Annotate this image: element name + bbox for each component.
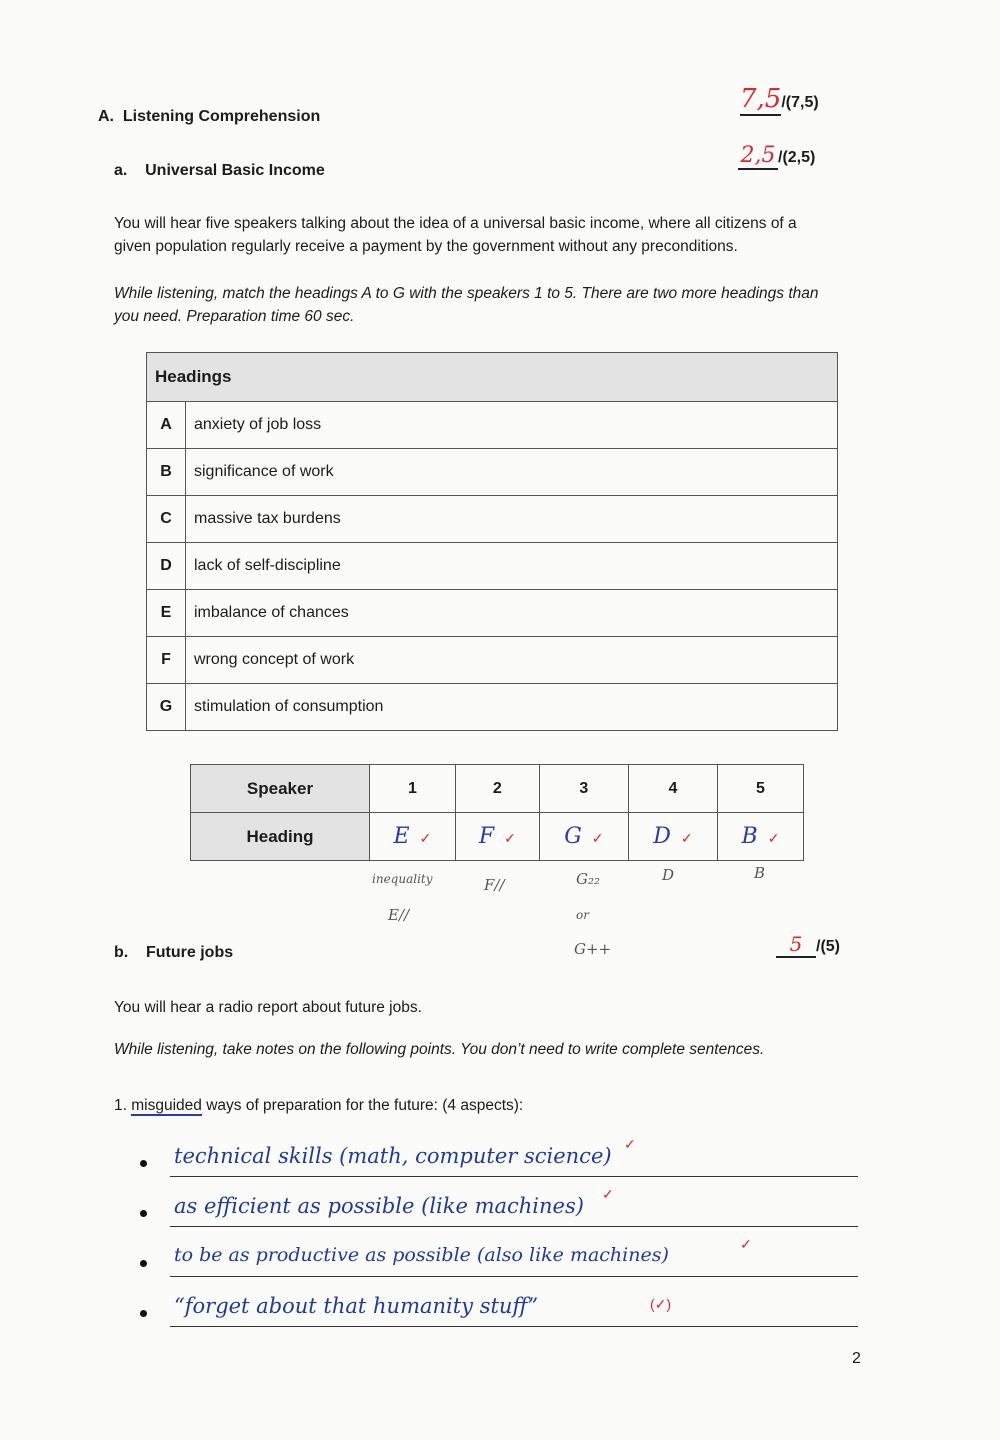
- check-mark-icon: ✓: [591, 830, 604, 846]
- section-a-score-max: /(7,5): [781, 94, 819, 111]
- part-a-score: [738, 143, 815, 170]
- pencil-note: D: [662, 866, 675, 884]
- table-row: [147, 496, 838, 543]
- heading-letter: E: [147, 590, 186, 637]
- section-a-score: [740, 84, 819, 116]
- heading-text: significance of work: [186, 449, 838, 496]
- speaker-number: 3: [539, 765, 628, 813]
- handwritten-answer: as efficient as possible (like machines): [174, 1194, 584, 1218]
- table-row: [147, 402, 838, 449]
- answer-line: [170, 1276, 858, 1277]
- question-text: ways of preparation for the future: (4 aspects):: [201, 1097, 524, 1114]
- table-row: [147, 684, 838, 731]
- list-item[interactable]: [140, 1138, 860, 1188]
- page-number: 2: [852, 1350, 861, 1367]
- pencil-note: or: [576, 908, 589, 922]
- bullet-icon: [140, 1310, 147, 1317]
- heading-letter: C: [147, 496, 186, 543]
- question-keyword: misguided: [131, 1097, 202, 1114]
- part-a-intro: You will hear five speakers talking about the idea of a universal basic income, where all citizens of a given population regularly receive a payment by the government without any preconditions.: [114, 215, 797, 255]
- answer-list: [140, 1138, 860, 1338]
- pencil-note: inequality: [372, 872, 433, 886]
- bullet-icon: [140, 1210, 147, 1217]
- part-b-score-max: /(5): [816, 938, 840, 955]
- table-row: [147, 543, 838, 590]
- check-mark-icon: (✓): [650, 1296, 672, 1312]
- speaker-answer-table: [190, 764, 804, 861]
- handwritten-answer: to be as productive as possible (also like machines): [174, 1244, 669, 1266]
- heading-letter: F: [147, 637, 186, 684]
- pencil-note: G₂₂: [576, 870, 601, 888]
- answer-cell[interactable]: [370, 813, 456, 861]
- speaker-number: 5: [717, 765, 803, 813]
- speaker-number: 1: [370, 765, 456, 813]
- list-item[interactable]: [140, 1188, 860, 1238]
- part-b-score-awarded: 5: [776, 932, 816, 958]
- heading-letter: A: [147, 402, 186, 449]
- part-a-score-max: /(2,5): [778, 149, 816, 166]
- table-row: [147, 449, 838, 496]
- check-mark-icon: ✓: [602, 1186, 614, 1202]
- part-a-instructions: While listening, match the headings A to G with the speakers 1 to 5. There are two more headings than you need. Preparation time 60 sec.: [114, 285, 819, 325]
- heading-text: lack of self-discipline: [186, 543, 838, 590]
- pencil-note: E//: [388, 906, 410, 924]
- heading-text: stimulation of consumption: [186, 684, 838, 731]
- heading-text: wrong concept of work: [186, 637, 838, 684]
- answer-line: [170, 1326, 858, 1327]
- pencil-note: B: [754, 864, 766, 882]
- check-mark-icon: ✓: [504, 830, 516, 846]
- question-prefix: 1.: [114, 1097, 132, 1114]
- part-b-score: [776, 932, 840, 958]
- check-mark-icon: ✓: [624, 1136, 636, 1152]
- pencil-note: G++: [574, 940, 612, 958]
- part-b-intro: You will hear a radio report about future jobs.: [114, 999, 422, 1016]
- table-row: [147, 637, 838, 684]
- check-mark-icon: ✓: [767, 830, 780, 846]
- headings-label: Headings: [147, 353, 838, 402]
- speaker-number: 4: [628, 765, 717, 813]
- answer-cell[interactable]: [628, 813, 717, 861]
- heading-letter: D: [147, 543, 186, 590]
- answer-cell[interactable]: [539, 813, 628, 861]
- handwritten-answer: “forget about that humanity stuff”: [174, 1294, 539, 1318]
- answer-line: [170, 1176, 858, 1177]
- handwritten-answer: F: [478, 824, 495, 849]
- part-b-instructions: While listening, take notes on the following points. You don’t need to write complete sentences.: [114, 1041, 765, 1058]
- part-a-score-awarded: 2,5: [738, 143, 778, 170]
- question-1: [114, 1094, 834, 1117]
- heading-letter: B: [147, 449, 186, 496]
- handwritten-answer: technical skills (math, computer science): [174, 1144, 612, 1168]
- section-a-score-awarded: 7,5: [740, 84, 782, 114]
- answer-cell[interactable]: [717, 813, 803, 861]
- speaker-number: 2: [455, 765, 539, 813]
- table-row: [147, 590, 838, 637]
- bullet-icon: [140, 1160, 147, 1167]
- heading-text: massive tax burdens: [186, 496, 838, 543]
- answer-line: [170, 1226, 858, 1227]
- list-item[interactable]: [140, 1238, 860, 1288]
- heading-letter: G: [147, 684, 186, 731]
- check-mark-icon: ✓: [680, 830, 693, 846]
- handwritten-answer: G: [564, 824, 582, 849]
- check-mark-icon: ✓: [419, 830, 432, 846]
- heading-text: anxiety of job loss: [186, 402, 838, 449]
- speaker-label: Speaker: [191, 765, 370, 813]
- heading-label: Heading: [191, 813, 370, 861]
- section-a-title: A. Listening Comprehension: [98, 108, 321, 125]
- bullet-icon: [140, 1260, 147, 1267]
- list-item[interactable]: [140, 1288, 860, 1338]
- part-a-title: a. Universal Basic Income: [114, 162, 325, 179]
- pencil-note: F//: [484, 876, 505, 894]
- handwritten-answer: E: [393, 824, 410, 849]
- answer-cell[interactable]: [455, 813, 539, 861]
- handwritten-answer: D: [653, 824, 671, 849]
- headings-table: [146, 352, 838, 731]
- part-b-title: b. Future jobs: [114, 944, 234, 961]
- handwritten-answer: B: [741, 824, 758, 849]
- heading-text: imbalance of chances: [186, 590, 838, 637]
- check-mark-icon: ✓: [740, 1236, 752, 1252]
